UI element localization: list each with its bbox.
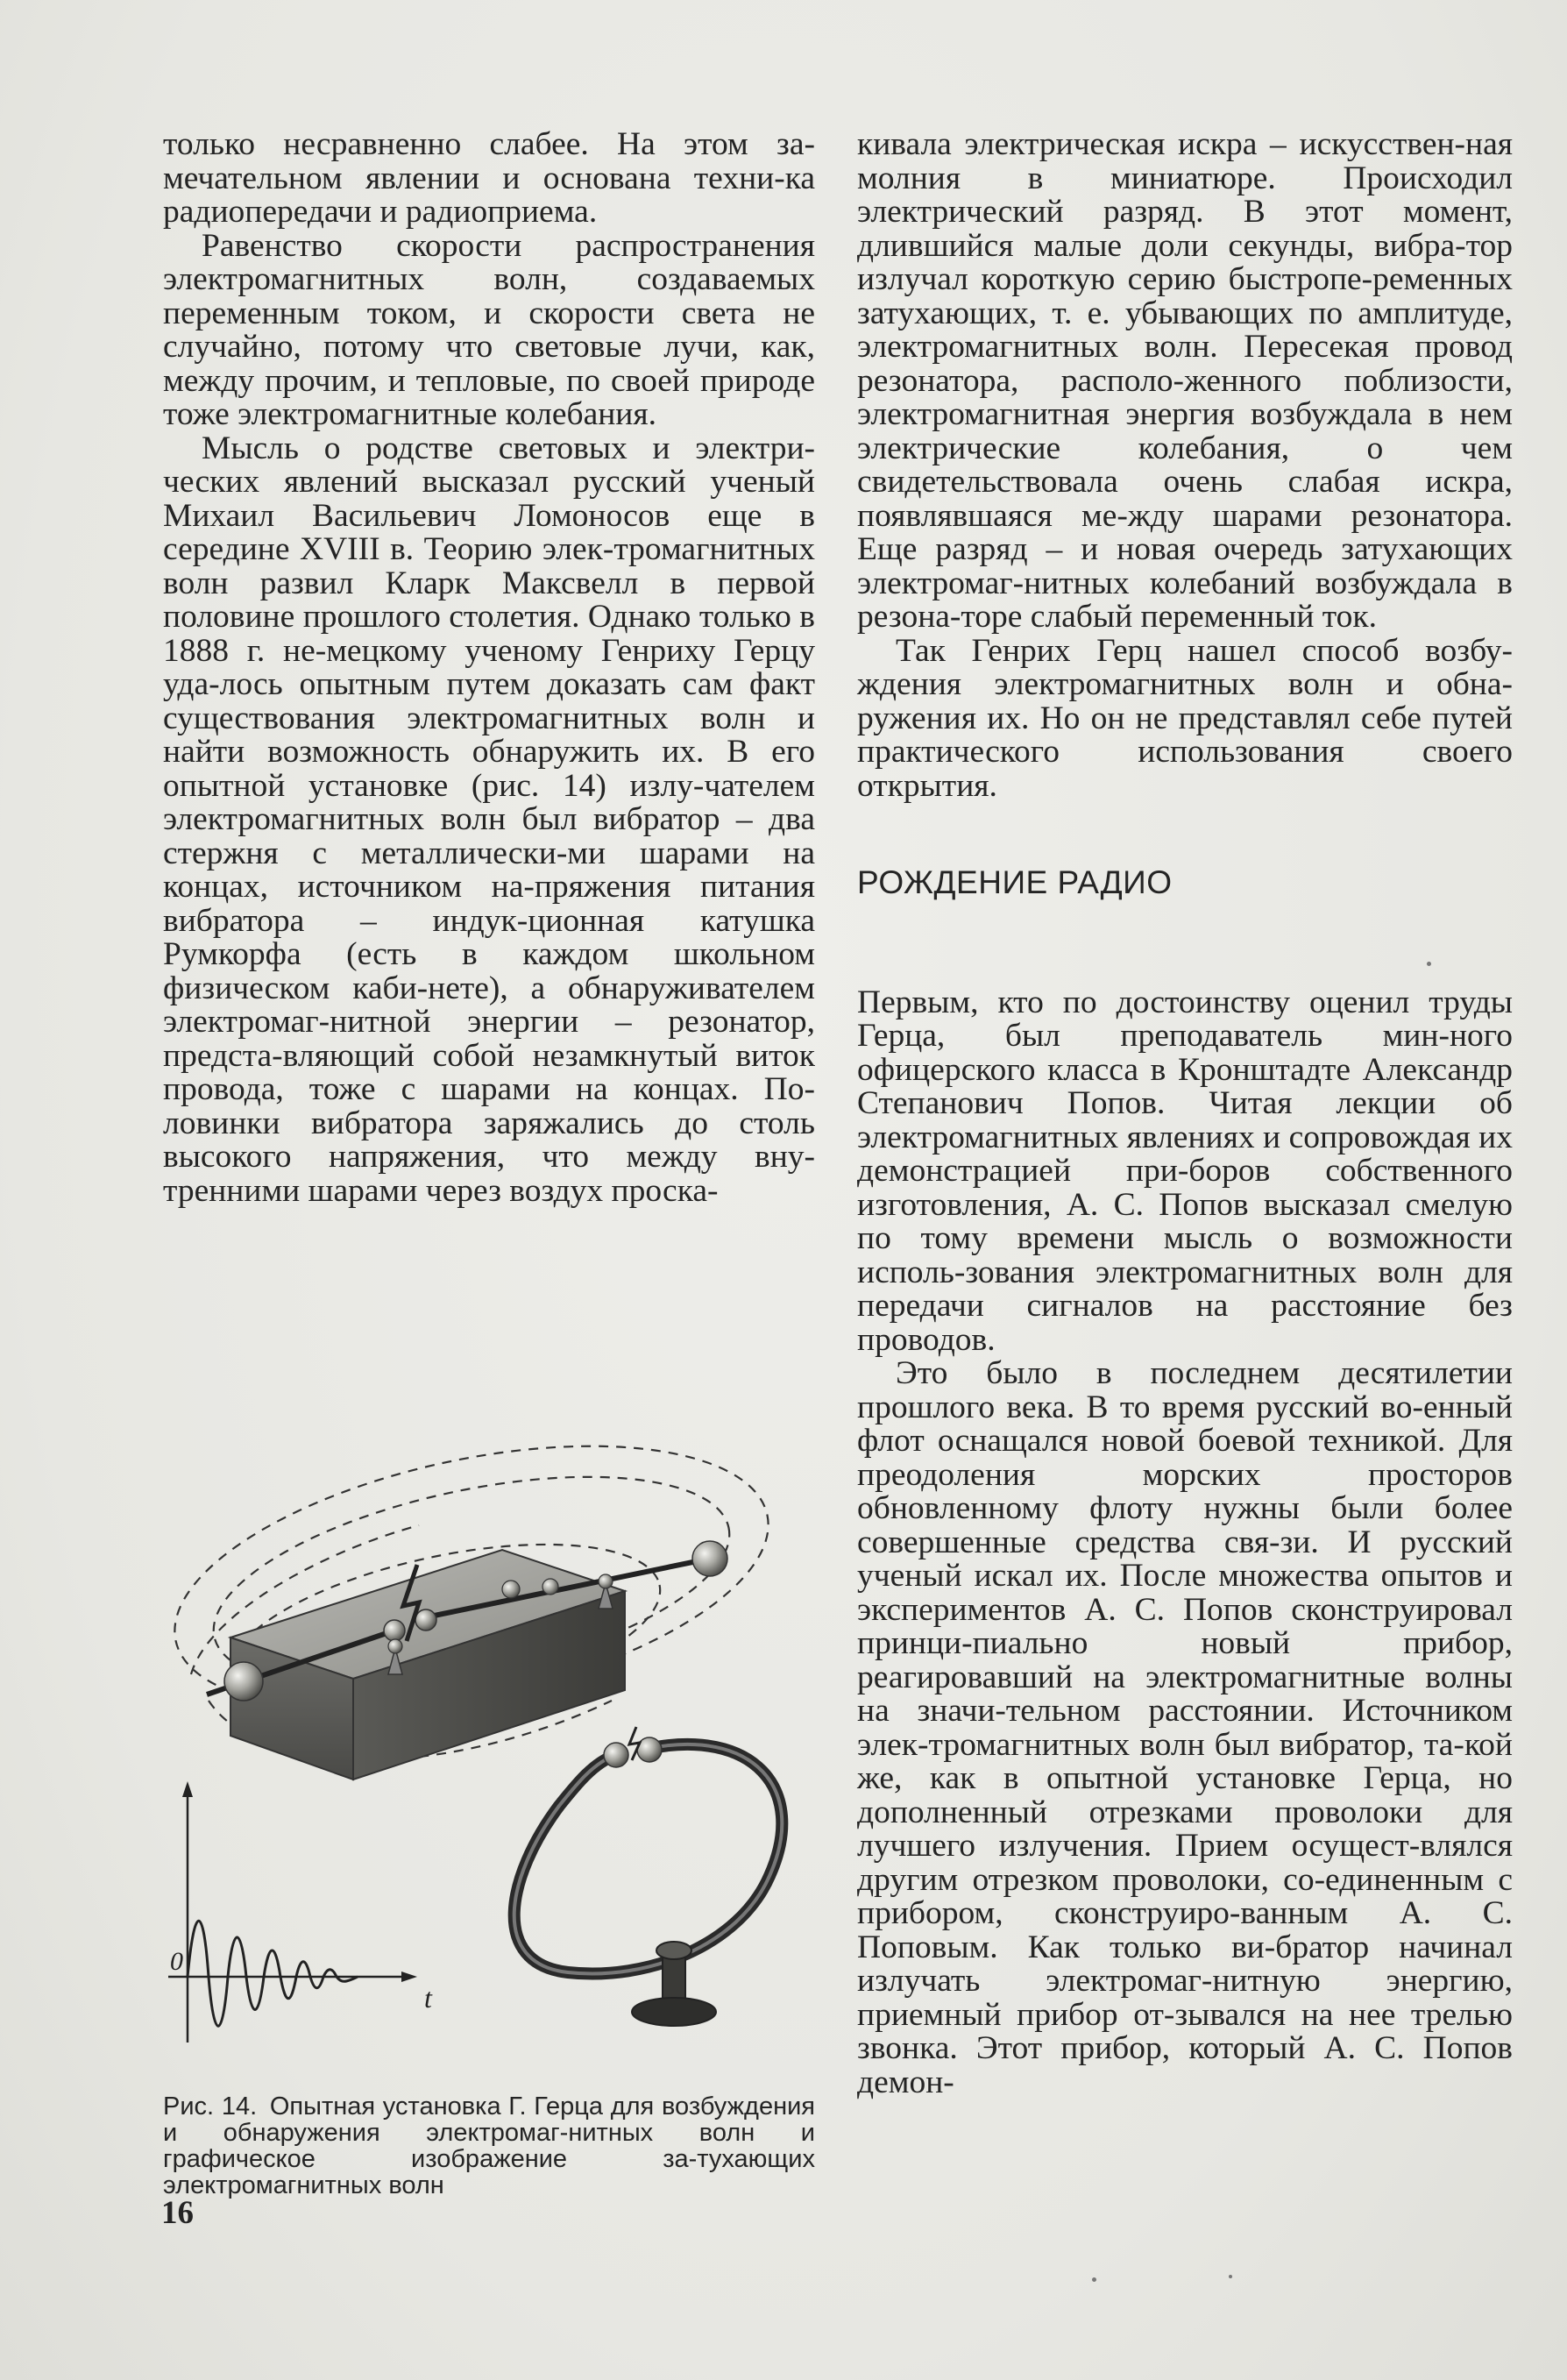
axis-time-label: t	[424, 1982, 432, 2014]
figure-caption	[163, 2093, 815, 2199]
right-paragraph-4: Это было в последнем десятилетии прошлого века. В то время русский во-енный флот оснащался новой боевой техникой. Для преодоления морских просторов обновленному флоту нужны были более совершенные средства свя-зи. И русский ученый искал их. После множества опытов и экспериментов А. С. Попов сконструировал принци-пиально новый прибор, реагировавший на электромагнитные волны на значи-тельном расстоянии. Источником элек-тромагнитных волн был вибратор, та-кой же, как в опытной установке Герца, но дополненный отрезками проволоки для лучшего излучения. Прием осущест-влялся другим отрезком проволоки, со-единенным с прибором, сконструиро-ванным А. С. Поповым. Как только ви-братор начинал излучать электромаг-нитную энергию, приемный прибор от-зывался на нее трелью звонка. Этот прибор, который А. С. Попов демон-	[857, 1355, 1513, 2100]
axis-origin-label: 0	[170, 1947, 183, 1976]
section-heading: РОЖДЕНИЕ РАДИО	[857, 864, 1173, 900]
right-paragraph-1: кивала электрическая искра – искусствен-ная молния в миниатюре. Происходил электрический разряд. В этот момент, длившийся малые доли секунды, вибра-тор излучал короткую серию быстропе-ременных затухающих, т. е. убывающих по амплитуде, электромагнитных волн. Пересекая провод резонатора, располо-женного поблизости, электромагнитная энергия возбуждала в нем электрические колебания, о чем свидетельствовала очень слабая искра, появлявшаяся ме-жду шарами резонатора. Еще разряд – и новая очередь затухающих электромаг-нитных колебаний возбуждала в резона-торе слабый переменный ток.	[857, 126, 1513, 635]
left-paragraph-1: только несравненно слабее. На этом за-мечательном явлении и основана техни-ка радиопередачи и радиоприема.	[163, 126, 815, 230]
left-column	[163, 128, 815, 1208]
paper-speck	[1427, 962, 1431, 966]
page-number: 16	[161, 2195, 194, 2231]
figure-hertz-apparatus	[156, 1411, 831, 2069]
caption-text: Опытная установка Г. Герца для возбуждения и обнаружения электромаг-нитных волн и графическое изображение за-тухающих электромагнитных волн	[163, 2092, 815, 2199]
resonator	[514, 1727, 783, 2026]
paper-speck	[1092, 2277, 1096, 2282]
caption-label: Рис. 14.	[163, 2092, 258, 2121]
hertz-apparatus-illustration	[156, 1411, 831, 2069]
damped-wave-graph	[168, 1781, 433, 2043]
right-paragraph-2: Так Генрих Герц нашел способ возбу-ждения электромагнитных волн и обна-ружения их. Но он не представлял себе путей практического использования своего открытия.	[857, 632, 1513, 804]
right-column	[857, 128, 1513, 2099]
right-paragraph-3: Первым, кто по достоинству оценил труды Герца, был преподаватель мин-ного офицерского класса в Кронштадте Александр Степанович Попов. Читая лекции об электромагнитных явлениях и сопровождая их демонстрацией при-боров собственного изготовления, А. С. Попов высказал смелую по тому времени мысль о возможности исполь-зования электромагнитных волн для передачи сигналов на расстояние без проводов.	[857, 984, 1513, 1358]
left-paragraph-2: Равенство скорости распространения электромагнитных волн, создаваемых переменным током, и скорости света не случайно, потому что световые лучи, как, между прочим, и тепловые, по своей природе тоже электромагнитные колебания.	[163, 227, 815, 432]
left-paragraph-3: Мысль о родстве световых и электри-ческих явлений высказал русский ученый Михаил Васильевич Ломоносов еще в середине XVIII в. Теорию элек-тромагнитных волн развил Кларк Максвелл в первой половине прошлого столетия. Однако только в 1888 г. не-мецкому ученому Генриху Герцу уда-лось опытным путем доказать сам факт существования электромагнитных волн и найти возможность обнаружить их. В его опытной установке (рис. 14) излу-чателем электромагнитных волн был вибратор – два стержня с металлически-ми шарами на концах, источником на-пряжения питания вибратора – индук-ционная катушка Румкорфа (есть в каждом школьном физическом каби-нете), а обнаруживателем электромаг-нитной энергии – резонатор, предста-вляющий собой незамкнутый виток провода, тоже с шарами на концах. По-ловинки вибратора заряжались до столь высокого напряжения, что между вну-тренними шарами через воздух проска-	[163, 430, 815, 1209]
paper-speck	[1229, 2275, 1232, 2278]
